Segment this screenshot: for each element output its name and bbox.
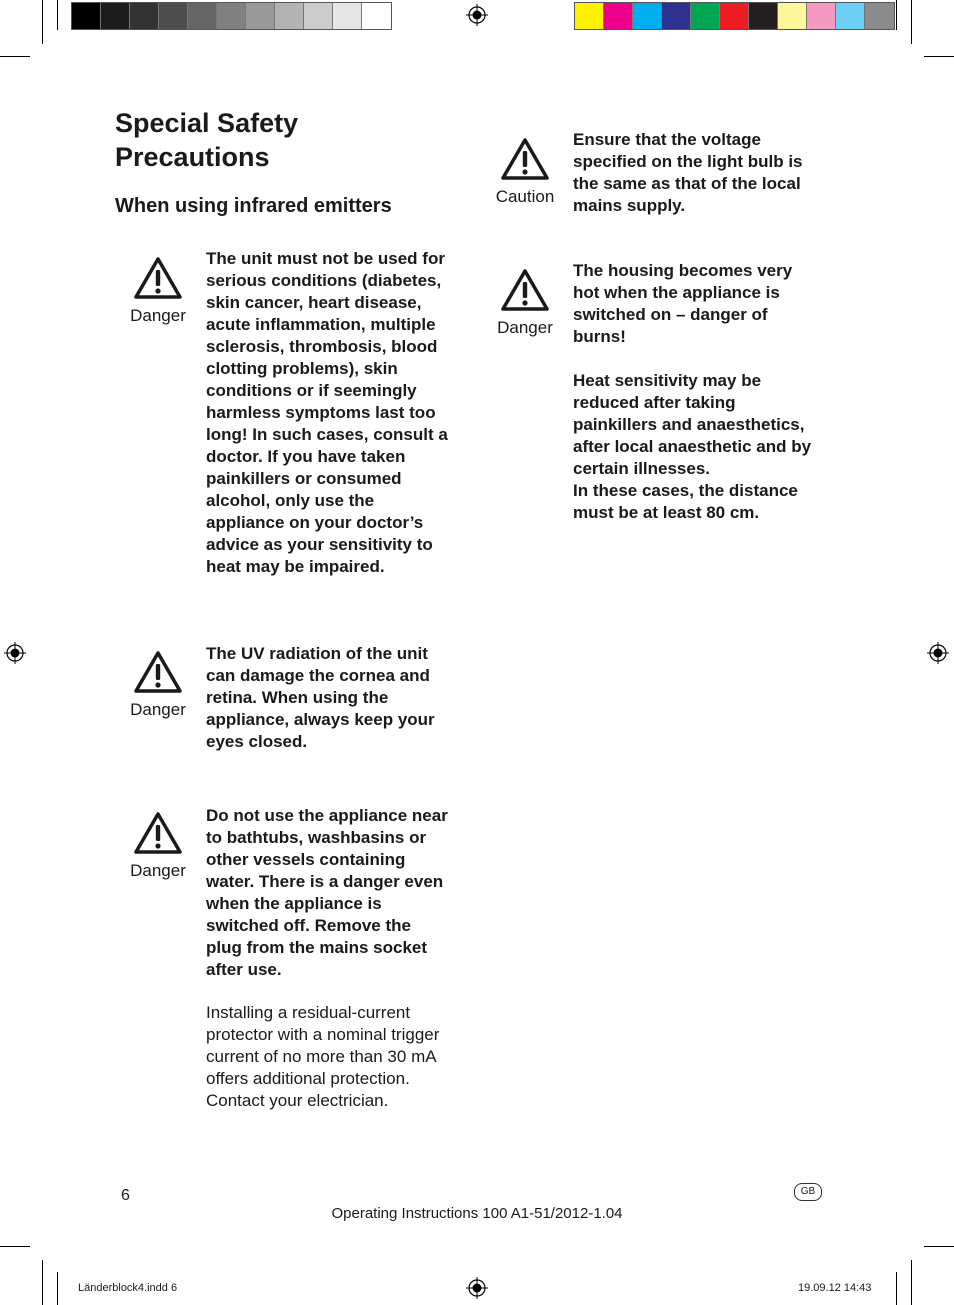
- date-slug: 19.09.12 14:43: [798, 1282, 872, 1294]
- warning-triangle-icon: [133, 811, 183, 855]
- page-title: Special Safety Precautions: [115, 108, 299, 172]
- color-swatch: [604, 3, 633, 29]
- crop-mark: [911, 1260, 912, 1305]
- color-swatch: [130, 3, 159, 29]
- color-swatch: [575, 3, 604, 29]
- danger-warning-symbol: [123, 811, 193, 881]
- warning-text: Do not use the appliance near to bathtubs, washbasins or other vessels containing water. There is a danger even when the appliance is switched off. Remove the plug from the mains socket after use.: [206, 806, 448, 979]
- warning-text: The UV radiation of the unit can damage the cornea and retina. When using the appliance, always keep your eyes closed.: [206, 644, 435, 751]
- color-swatch: [633, 3, 662, 29]
- footer-text: Operating Instructions 100 A1-51/2012-1.04: [331, 1205, 623, 1222]
- registration-mark-icon: [927, 642, 949, 664]
- warning-triangle-icon: [500, 137, 550, 181]
- section-subtitle: When using infrared emitters: [115, 195, 392, 217]
- warning-label: Danger: [130, 306, 186, 325]
- warning-label: Danger: [130, 861, 186, 880]
- crop-mark: [57, 0, 58, 30]
- crop-mark: [924, 1246, 954, 1247]
- color-swatch: [246, 3, 275, 29]
- color-swatch: [304, 3, 333, 29]
- crop-mark: [42, 0, 43, 44]
- color-swatch: [159, 3, 188, 29]
- color-swatch: [807, 3, 836, 29]
- file-slug: Länderblock4.indd 6: [78, 1282, 178, 1294]
- danger-warning-symbol: [123, 256, 193, 326]
- warning-triangle-icon: [500, 268, 550, 312]
- color-swatch: [865, 3, 894, 29]
- page-number: 6: [121, 1187, 130, 1204]
- registration-mark-icon: [466, 1277, 488, 1299]
- color-swatch: [720, 3, 749, 29]
- color-swatch: [217, 3, 246, 29]
- warning-label: Danger: [497, 318, 553, 337]
- warning-text: Ensure that the voltage specified on the light bulb is the same as that of the local mains supply.: [573, 130, 803, 215]
- process-color-bar: [574, 2, 895, 30]
- color-swatch: [275, 3, 304, 29]
- color-swatch: [749, 3, 778, 29]
- crop-mark: [896, 1272, 897, 1305]
- country-badge: GB: [794, 1183, 822, 1201]
- crop-mark: [924, 56, 954, 57]
- safety-note: Installing a residual-current protector with a nominal trigger current of no more than 30 mA offers additional protection. Contact your electrician.: [206, 1003, 440, 1110]
- color-swatch: [72, 3, 101, 29]
- warning-label: Danger: [130, 700, 186, 719]
- crop-mark: [0, 1246, 30, 1247]
- crop-mark: [911, 0, 912, 44]
- warning-text: The unit must not be used for serious conditions (diabetes, skin cancer, heart disease, acute inflammation, multiple sclerosis, thrombosis, blood clotting problems), skin conditions or if seemingly harmless symptoms last too long! In such cases, consult a doctor. If you have taken painkillers or consumed alcohol, only use the appliance on your doctor’s advice as your sensitivity to heat may be impaired.: [206, 249, 448, 576]
- color-swatch: [101, 3, 130, 29]
- crop-mark: [896, 0, 897, 30]
- color-swatch: [691, 3, 720, 29]
- color-swatch: [662, 3, 691, 29]
- warning-label: Caution: [495, 187, 555, 206]
- danger-warning-symbol: [123, 650, 193, 720]
- color-swatch: [333, 3, 362, 29]
- color-swatch: [778, 3, 807, 29]
- crop-mark: [0, 56, 30, 57]
- warning-triangle-icon: [133, 650, 183, 694]
- registration-mark-icon: [466, 4, 488, 26]
- warning-text: In these cases, the distance must be at least 80 cm.: [573, 481, 798, 522]
- danger-warning-symbol: [490, 268, 560, 338]
- crop-mark: [42, 1260, 43, 1305]
- caution-warning-symbol: [490, 137, 560, 207]
- color-swatch: [188, 3, 217, 29]
- warning-text: The housing becomes very hot when the appliance is switched on – danger of burns!: [573, 261, 793, 346]
- registration-mark-icon: [4, 642, 26, 664]
- warning-text: Heat sensitivity may be reduced after taking painkillers and anaesthetics, after local anaesthetic and by certain illnesses.: [573, 371, 812, 478]
- color-swatch: [362, 3, 391, 29]
- warning-triangle-icon: [133, 256, 183, 300]
- color-swatch: [836, 3, 865, 29]
- grayscale-color-bar: [71, 2, 392, 30]
- crop-mark: [57, 1272, 58, 1305]
